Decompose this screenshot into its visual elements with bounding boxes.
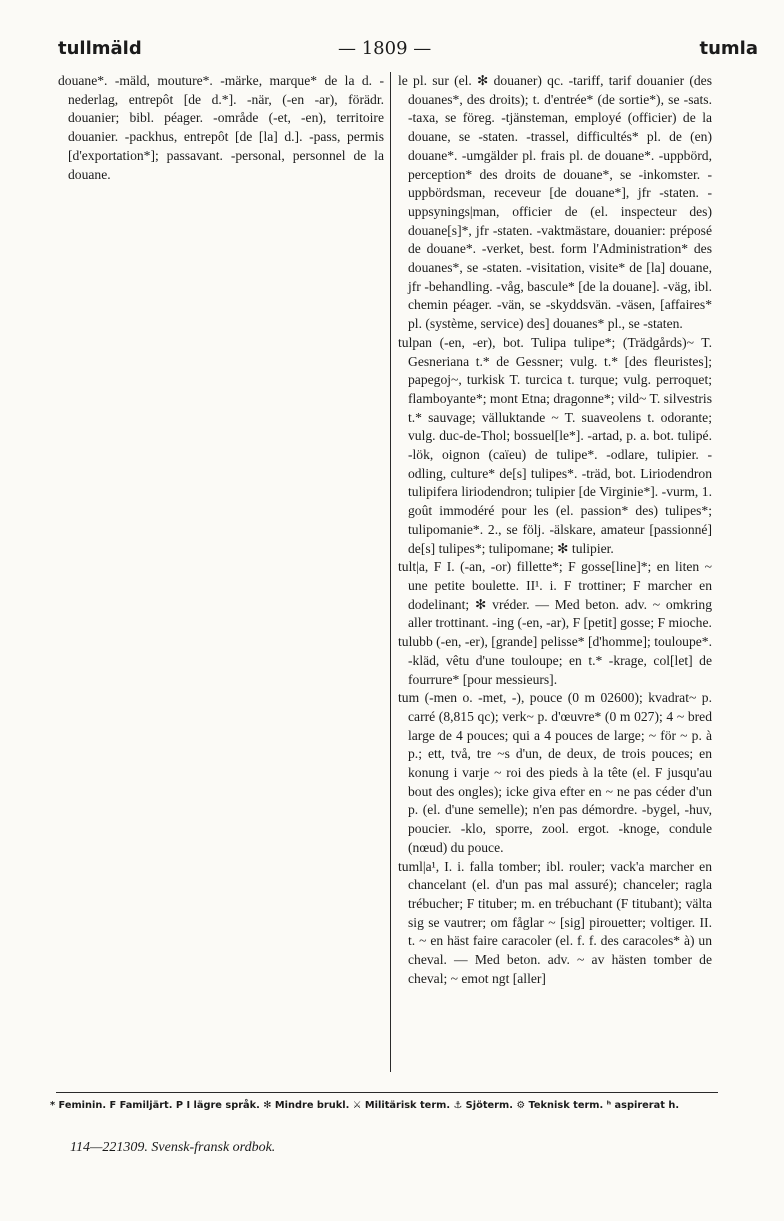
print-line: 114—221309. Svensk-fransk ordbok. [70, 1140, 276, 1155]
right-column [398, 72, 712, 988]
column-divider [390, 72, 391, 1072]
abbreviation-key: * Feminin. F Familjärt. P I lägre språk. ✻ Mindre brukl. ⚔ Militärisk term. ⚓ Sjöterm. ⚙ Teknisk term. ʰ aspirerat h. [50, 1100, 680, 1111]
guide-word-left: tullmäld [58, 38, 142, 59]
dictionary-entry: douane*. -mäld, mouture*. -märke, marque* de la d. -nederlag, entrepôt [de d.*]. -när, (-en -ar), förädr. douanier; bibl. péager. -område (-et, -en), territoire douanier. -packhus, entrepôt [de [la] d.]. -pass, permis [d'exportation*]; passavant. -personal, personnel de la douane. [58, 73, 384, 182]
page-number: — 1809 — [338, 38, 432, 59]
dictionary-entry: tult|a, F I. (-an, -or) fillette*; F gosse[line]*; en liten ~ une petite boulette. II¹. i. F trottiner; F marcher en dodelinant; ✻ vréder. — Med beton. adv. ~ omkring aller trottinant. -ing (-en, -ar), F [petit] gosse; F mioche. [398, 559, 712, 631]
dictionary-entry: le pl. sur (el. ✻ douaner) qc. -tariff, tarif douanier (des douanes*, des droits); t. d'entrée* (de sortie*), se -sats. -taxa, se föreg. -tjänsteman, employé (officier) de la douane, se -staten. -trassel, difficultés* pl. de (en) douane*. -umgälder pl. frais pl. de douane*. -uppbörd, perception* des droits de douane*, se -inkomster. -uppbördsman, receveur [de douane*], jfr -staten. -uppsynings|man, officier de (el. inspecteur des) douane[s]*, jfr -staten. -vaktmästare, douanier: préposé de douane*. -verket, best. form l'Administration* des douanes*, se -staten. -visitation, visite* de [la] douane, jfr -behandling. -våg, bascule* [de la douane]. -väg, ibl. chemin péager. -vän, se -skyddsvän. -väsen, [affaires* pl. (système, service) des] douanes* pl., se -staten. [398, 73, 712, 332]
dictionary-entry: tulpan (-en, -er), bot. Tulipa tulipe*; (Trädgårds)~ T. Gesneriana t.* de Gessner; vulg. t.* [des fleuristes]; papegoj~, turkisk T. turcica t. turque; vulg. perroquet; flamboyante*; mont Etna; dragonne*; vild~ T. silvestris t.* sauvage; välluktande ~ T. suaveolens t. odorante; vulg. duc-de-Thol; bossuel[le*]. -artad, p. a. bot. tulipé. -lök, oignon (caïeu) de tulipe*. -odlare, tulipier. -odling, culture* de[s] tulipes*. -träd, bot. Liriodendron tulipifera liriodendron; tulipier [de Virginie*]. -vurm, 1. goût immodéré pour les (el. passion* des) tulipes*; tulipomanie*. 2., se följ. -älskare, amateur [passionné] de[s] tulipes*; tulipomane; ✻ tulipier. [398, 334, 712, 556]
dictionary-entry: tulubb (-en, -er), [grande] pelisse* [d'homme]; touloupe*. -kläd, vêtu d'une touloupe; en t.* -krage, col[let] de fourrure* [pour messieurs]. [398, 634, 712, 687]
dictionary-entry: tuml|a¹, I. i. falla tomber; ibl. rouler; vack'a marcher en chancelant (el. d'un pas mal assuré); chanceler; ragla trébucher; F tituber; m. en trébuchant (F titubant); välta sig se vautrer; om fåglar ~ [sig] pirouetter; voltiger. II. t. ~ en häst faire caracoler (el. f. f. des caracoles* à) un cheval. — Med beton. adv. ~ av hästen tomber de cheval; ~ emot ngt [aller] [398, 858, 712, 986]
dictionary-entry: tum (-men o. -met, -), pouce (0 m 02600); kvadrat~ p. carré (8,815 qc); verk~ p. d'œuvre* (0 m 027); 4 ~ bred large de 4 pouces; qui a 4 pouces de large; ~ för ~ p. à p.; ett, två, tre ~s d'un, de deux, de trois pouces; en konung i varje ~ roi des pieds à la tête (el. F jusqu'au bout des ongles); icke giva efter en ~ ne pas céder d'un p. (el. d'une semelle); n'en pas démordre. -bygel, -huv, poucier. -klo, sporre, zool. ergot. -knoge, condule (nœud) du pouce. [398, 690, 712, 855]
left-column [58, 72, 384, 184]
page-header [58, 38, 758, 68]
footer-divider [56, 1092, 718, 1093]
guide-word-right: tumla [699, 38, 758, 59]
